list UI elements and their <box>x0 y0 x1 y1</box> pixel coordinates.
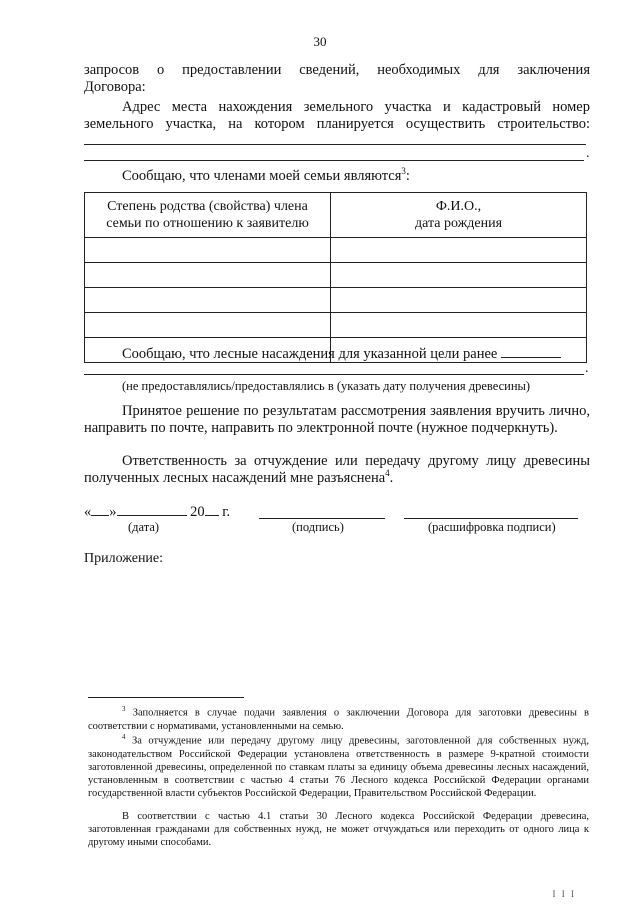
paragraph-address-line2: земельного участка, на котором планируется осуществить строительство: <box>84 116 590 132</box>
table-cell[interactable] <box>331 288 587 313</box>
signature-line[interactable] <box>259 518 385 519</box>
forest-statement <box>84 346 590 363</box>
footnote-3 <box>88 703 589 733</box>
table-header-relation: Степень родства (свойства) члена семьи по отношению к заявителю <box>85 193 331 238</box>
date-label: (дата) <box>128 520 160 534</box>
responsibility-text: Ответственность за отчуждение или передачу другому лицу древесины полученных лесных насаждений мне разъяснена <box>84 453 590 486</box>
table-header-dob: дата рождения <box>414 216 503 231</box>
address-fill-line-2[interactable] <box>84 160 584 161</box>
paragraph-address-line1: Адрес места нахождения земельного участка и кадастровый номер <box>122 99 590 115</box>
forest-period: . <box>585 361 589 376</box>
table-row <box>85 313 587 338</box>
page-number: 30 <box>313 34 327 49</box>
paragraph-request-line1: запросов о предоставлении сведений, необходимых для заключения <box>84 62 590 78</box>
scan-mark: I I I <box>552 889 576 899</box>
table-cell[interactable] <box>85 313 331 338</box>
family-intro-text: Сообщаю, что членами моей семьи являются <box>122 168 402 184</box>
footnote-separator <box>88 697 244 698</box>
footnote-3-text: Заполняется в случае подачи заявления о заключении Договора для заготовки древесины в соответствии с нормативами, установленными на семью. <box>88 707 590 732</box>
paragraph-request-line2: Договора: <box>84 79 146 95</box>
table-header-name: Ф.И.О., <box>435 199 482 214</box>
year-blank[interactable] <box>205 515 219 516</box>
footnote-4 <box>88 731 589 800</box>
signature-label: (подпись) <box>292 520 344 534</box>
footnote-3-mark: 3 <box>122 705 126 713</box>
footnote-4-extra: В соответствии с частью 4.1 статьи 30 Лесного кодекса Российской Федерации древесина, заготовленная гражданами для собственных нужд, не может отчуждаться или переходить от одного лица к другому иными способами. <box>88 811 589 848</box>
table-row <box>85 288 587 313</box>
footnote-4-text: За отчуждение или передачу другому лицу древесины, заготовленной для собственных нужд, законодательством Российской Федерации установлена ответственность в размере 9-кратной стоимости заготовленной древесины, определенной по ставкам платы за единицу объема древесины лесных насаждений, установленным в соответствии с частью 4 статьи 76 Лесного кодекса Российской Федерации органами государственной власти субъектов Российской Федерации, Правительством Российской Федерации. <box>88 735 589 799</box>
footnote-ref-4: 4 <box>385 468 390 479</box>
table-cell[interactable] <box>85 263 331 288</box>
decision-paragraph: Принятое решение по результатам рассмотрения заявления вручить лично, направить по почте, направить по электронной почте (нужное подчеркнуть). <box>84 403 590 436</box>
table-cell[interactable] <box>85 288 331 313</box>
table-cell[interactable] <box>331 263 587 288</box>
decoding-label: (расшифровка подписи) <box>428 520 556 534</box>
family-members-table <box>84 192 587 363</box>
address-fill-line-1[interactable] <box>84 144 586 145</box>
table-cell[interactable] <box>331 313 587 338</box>
footnote-4-mark: 4 <box>122 733 126 741</box>
address-period: . <box>586 146 590 161</box>
family-intro: Сообщаю, что членами моей семьи являются$^3$: <box>122 166 410 184</box>
table-row <box>85 238 587 263</box>
year-suffix: г. <box>222 504 231 520</box>
forest-caption: (не предоставлялись/предоставлялись в (указать дату получения древесины) <box>122 379 531 393</box>
table-cell[interactable] <box>85 238 331 263</box>
year-prefix: 20 <box>190 504 205 520</box>
signature-decoding-line[interactable] <box>404 518 578 519</box>
footnote-ref-3: 3 <box>401 166 406 177</box>
table-cell[interactable] <box>331 238 587 263</box>
forest-fill-line[interactable] <box>84 374 584 375</box>
responsibility-paragraph: Ответственность за отчуждение или передачу другому лицу древесины полученных лесных насаждений мне разъяснена$^4$. <box>84 453 590 486</box>
table-header-name-dob <box>331 193 587 238</box>
date-field[interactable]: « » 20 г. <box>84 504 231 520</box>
appendix-label: Приложение: <box>84 551 164 566</box>
date-month-blank[interactable] <box>117 515 187 516</box>
forest-fill-blank[interactable] <box>501 357 561 358</box>
forest-statement-text: Сообщаю, что лесные насаждения для указанной цели ранее <box>122 346 498 362</box>
table-row <box>85 263 587 288</box>
date-day-blank[interactable] <box>91 515 109 516</box>
